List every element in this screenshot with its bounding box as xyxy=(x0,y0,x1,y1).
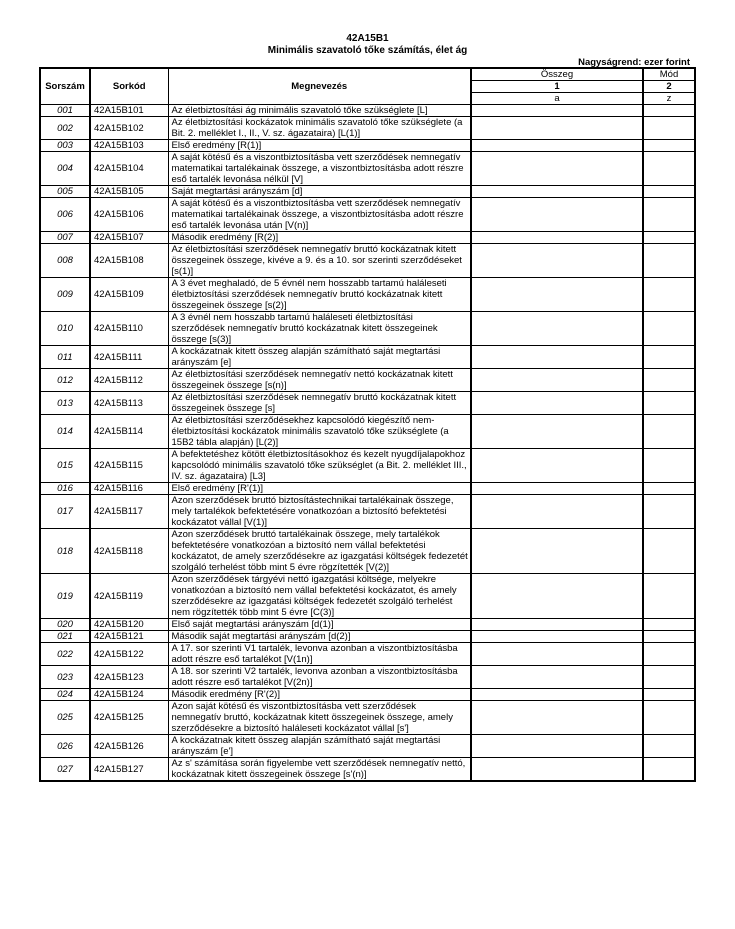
amount-cell[interactable] xyxy=(471,140,643,152)
amount-cell[interactable] xyxy=(471,701,643,735)
header-megnevezes: Megnevezés xyxy=(168,68,471,105)
amount-cell[interactable] xyxy=(471,758,643,782)
form-title: Minimális szavatoló tőke számítás, élet ág xyxy=(267,45,468,56)
row-description: Második eredmény [R(2)] xyxy=(168,232,471,244)
header-osszeg-num: 1 xyxy=(471,81,643,93)
mode-cell[interactable] xyxy=(643,631,695,643)
row-number: 016 xyxy=(40,483,90,495)
table-row xyxy=(40,140,695,152)
data-table xyxy=(39,67,696,782)
row-number: 019 xyxy=(40,574,90,619)
row-code: 42A15B119 xyxy=(90,574,168,619)
mode-cell[interactable] xyxy=(643,232,695,244)
amount-cell[interactable] xyxy=(471,105,643,117)
row-number: 021 xyxy=(40,631,90,643)
amount-cell[interactable] xyxy=(471,312,643,346)
table-row xyxy=(40,483,695,495)
amount-cell[interactable] xyxy=(471,117,643,140)
row-code: 42A15B124 xyxy=(90,689,168,701)
row-description: Azon szerződések bruttó biztosítástechnikai tartalékainak összege, mely tartalékok befektetésére vonatkozóan a biztosító befektetési kockázatot vállal [V(1)] xyxy=(168,495,471,529)
table-row xyxy=(40,449,695,483)
mode-cell[interactable] xyxy=(643,117,695,140)
row-number: 013 xyxy=(40,392,90,415)
row-code: 42A15B125 xyxy=(90,701,168,735)
table-row xyxy=(40,346,695,369)
unit-note: Nagyságrend: ezer forint xyxy=(578,57,690,68)
row-description: Az életbiztosítási szerződésekhez kapcsolódó kiegészítő nem-életbiztosítási kockázatok minimális szavatoló tőke szükséglete (a 15B2 tábla alapján) [L(2)] xyxy=(168,415,471,449)
table-row xyxy=(40,495,695,529)
row-description: Az életbiztosítási szerződések nemnegatív bruttó kockázatnak kitett összegeinek összege, kivéve a 9. és a 10. sor szerinti szerződéseket [s(1)] xyxy=(168,244,471,278)
row-code: 42A15B121 xyxy=(90,631,168,643)
row-number: 008 xyxy=(40,244,90,278)
amount-cell[interactable] xyxy=(471,186,643,198)
row-number: 011 xyxy=(40,346,90,369)
table-row xyxy=(40,735,695,758)
row-number: 023 xyxy=(40,666,90,689)
row-code: 42A15B108 xyxy=(90,244,168,278)
mode-cell[interactable] xyxy=(643,758,695,782)
table-row xyxy=(40,244,695,278)
row-code: 42A15B118 xyxy=(90,529,168,574)
row-number: 006 xyxy=(40,198,90,232)
row-number: 001 xyxy=(40,105,90,117)
mode-cell[interactable] xyxy=(643,483,695,495)
header-mod-letter: z xyxy=(643,93,695,105)
row-number: 015 xyxy=(40,449,90,483)
table-row xyxy=(40,278,695,312)
mode-cell[interactable] xyxy=(643,105,695,117)
row-description: Második eredmény [R'(2)] xyxy=(168,689,471,701)
table-row xyxy=(40,369,695,392)
row-description: Az életbiztosítási ág minimális szavatoló tőke szükséglete [L] xyxy=(168,105,471,117)
form-code: 42A15B1 xyxy=(346,33,389,44)
row-description: A saját kötésű és a viszontbiztosításba vett szerződések nemnegatív matematikai tartalékainak összege, a viszontbiztosításba adott részre eső tartalék levonása nélkül [V] xyxy=(168,152,471,186)
header-osszeg-letter: a xyxy=(471,93,643,105)
row-description: Második saját megtartási arányszám [d(2)] xyxy=(168,631,471,643)
mode-cell[interactable] xyxy=(643,574,695,619)
table-row xyxy=(40,529,695,574)
table-row xyxy=(40,643,695,666)
row-code: 42A15B109 xyxy=(90,278,168,312)
table-row xyxy=(40,574,695,619)
row-number: 022 xyxy=(40,643,90,666)
row-code: 42A15B114 xyxy=(90,415,168,449)
amount-cell[interactable] xyxy=(471,483,643,495)
row-description: Saját megtartási arányszám [d] xyxy=(168,186,471,198)
row-number: 024 xyxy=(40,689,90,701)
row-description: Az életbiztosítási szerződések nemnegatív nettó kockázatnak kitett összegeinek összege [s(n)] xyxy=(168,369,471,392)
table-row xyxy=(40,666,695,689)
row-number: 007 xyxy=(40,232,90,244)
mode-cell[interactable] xyxy=(643,495,695,529)
mode-cell[interactable] xyxy=(643,346,695,369)
row-number: 004 xyxy=(40,152,90,186)
row-number: 012 xyxy=(40,369,90,392)
table-row xyxy=(40,619,695,631)
table-row xyxy=(40,152,695,186)
table-row xyxy=(40,232,695,244)
mode-cell[interactable] xyxy=(643,244,695,278)
row-code: 42A15B122 xyxy=(90,643,168,666)
table-row xyxy=(40,701,695,735)
table-row xyxy=(40,186,695,198)
table-row xyxy=(40,689,695,701)
mode-cell[interactable] xyxy=(643,529,695,574)
row-description: A 18. sor szerinti V2 tartalék, levonva azonban a viszontbiztosításba adott részre eső tartalékot [V(2n)] xyxy=(168,666,471,689)
row-code: 42A15B115 xyxy=(90,449,168,483)
row-code: 42A15B112 xyxy=(90,369,168,392)
row-number: 025 xyxy=(40,701,90,735)
table-row xyxy=(40,758,695,782)
row-description: A 17. sor szerinti V1 tartalék, levonva azonban a viszontbiztosításba adott részre eső tartalékot [V(1n)] xyxy=(168,643,471,666)
row-code: 42A15B110 xyxy=(90,312,168,346)
row-code: 42A15B104 xyxy=(90,152,168,186)
row-code: 42A15B103 xyxy=(90,140,168,152)
mode-cell[interactable] xyxy=(643,198,695,232)
amount-cell[interactable] xyxy=(471,369,643,392)
amount-cell[interactable] xyxy=(471,232,643,244)
row-description: Az életbiztosítási kockázatok minimális szavatoló tőke szükséglete (a Bit. 2. melléklet I., II., V. sz. ágazataira) [L(1)] xyxy=(168,117,471,140)
row-description: A 3 évnél nem hosszabb tartamú haláleseti életbiztosítási szerződések nemnegatív bruttó kockázatnak kitett összegeinek összege [s(3)] xyxy=(168,312,471,346)
header-mod: Mód xyxy=(643,68,695,81)
row-number: 026 xyxy=(40,735,90,758)
row-number: 009 xyxy=(40,278,90,312)
amount-cell[interactable] xyxy=(471,392,643,415)
amount-cell[interactable] xyxy=(471,152,643,186)
row-description: Azon saját kötésű és viszontbiztosításba vett szerződések nemnegatív bruttó, kockázatnak kitett összegeinek összege, amely szerződésekre a biztosító haláleseti kockázatot vállal [s'] xyxy=(168,701,471,735)
row-description: Az életbiztosítási szerződések nemnegatív bruttó kockázatnak kitett összegeinek összege [s] xyxy=(168,392,471,415)
row-number: 005 xyxy=(40,186,90,198)
mode-cell[interactable] xyxy=(643,735,695,758)
mode-cell[interactable] xyxy=(643,152,695,186)
table-row xyxy=(40,198,695,232)
header-osszeg: Összeg xyxy=(471,68,643,81)
row-number: 002 xyxy=(40,117,90,140)
table-row xyxy=(40,415,695,449)
row-description: A 3 évet meghaladó, de 5 évnél nem hosszabb tartamú haláleseti életbiztosítási szerződések nemnegatív bruttó kockázatnak kitett összegeinek összege [s(2)] xyxy=(168,278,471,312)
row-description: Első eredmény [R(1)] xyxy=(168,140,471,152)
row-description: A saját kötésű és a viszontbiztosításba vett szerződések nemnegatív matematikai tartalékainak összege, a viszontbiztosításba adott részre eső tartalék levonása után [V(n)] xyxy=(168,198,471,232)
mode-cell[interactable] xyxy=(643,689,695,701)
amount-cell[interactable] xyxy=(471,449,643,483)
row-description: Az s' számítása során figyelembe vett szerződések nemnegatív nettó, kockázatnak kitett összegeinek összege [s'(n)] xyxy=(168,758,471,782)
row-code: 42A15B102 xyxy=(90,117,168,140)
row-description: Első eredmény [R'(1)] xyxy=(168,483,471,495)
header-sorkod: Sorkód xyxy=(90,68,168,105)
amount-cell[interactable] xyxy=(471,619,643,631)
amount-cell[interactable] xyxy=(471,415,643,449)
mode-cell[interactable] xyxy=(643,186,695,198)
row-code: 42A15B105 xyxy=(90,186,168,198)
mode-cell[interactable] xyxy=(643,643,695,666)
table-row xyxy=(40,631,695,643)
amount-cell[interactable] xyxy=(471,631,643,643)
row-number: 018 xyxy=(40,529,90,574)
amount-cell[interactable] xyxy=(471,244,643,278)
row-number: 027 xyxy=(40,758,90,782)
row-description: A kockázatnak kitett összeg alapján számítható saját megtartási arányszám [e] xyxy=(168,346,471,369)
row-code: 42A15B127 xyxy=(90,758,168,782)
mode-cell[interactable] xyxy=(643,449,695,483)
mode-cell[interactable] xyxy=(643,619,695,631)
amount-cell[interactable] xyxy=(471,574,643,619)
amount-cell[interactable] xyxy=(471,689,643,701)
amount-cell[interactable] xyxy=(471,346,643,369)
header-sorszam: Sorszám xyxy=(40,68,90,105)
row-code: 42A15B111 xyxy=(90,346,168,369)
row-number: 017 xyxy=(40,495,90,529)
row-code: 42A15B113 xyxy=(90,392,168,415)
row-description: Első saját megtartási arányszám [d(1)] xyxy=(168,619,471,631)
amount-cell[interactable] xyxy=(471,495,643,529)
header-mod-num: 2 xyxy=(643,81,695,93)
row-code: 42A15B107 xyxy=(90,232,168,244)
row-description: A befektetéshez kötött életbiztosításokhoz és kezelt nyugdíjalapokhoz kapcsolódó minimális szavatoló tőke szükséglet (a Bit. 2. melléklet III., IV. sz. ágazataira) [L3] xyxy=(168,449,471,483)
mode-cell[interactable] xyxy=(643,140,695,152)
table-row xyxy=(40,105,695,117)
amount-cell[interactable] xyxy=(471,278,643,312)
row-number: 014 xyxy=(40,415,90,449)
amount-cell[interactable] xyxy=(471,735,643,758)
row-code: 42A15B116 xyxy=(90,483,168,495)
row-description: Azon szerződések tárgyévi nettó igazgatási költsége, melyekre vonatkozóan a biztosító nem vállal befektetési kockázatot, és amely szerződésekre az igazgatási költségek fedezetét szolgáló terhelést nem rögzítették több mint 5 évre [C(3)] xyxy=(168,574,471,619)
amount-cell[interactable] xyxy=(471,529,643,574)
row-code: 42A15B123 xyxy=(90,666,168,689)
row-code: 42A15B117 xyxy=(90,495,168,529)
mode-cell[interactable] xyxy=(643,312,695,346)
table-row xyxy=(40,392,695,415)
row-number: 020 xyxy=(40,619,90,631)
mode-cell[interactable] xyxy=(643,392,695,415)
row-number: 003 xyxy=(40,140,90,152)
row-code: 42A15B101 xyxy=(90,105,168,117)
row-code: 42A15B106 xyxy=(90,198,168,232)
row-number: 010 xyxy=(40,312,90,346)
amount-cell[interactable] xyxy=(471,643,643,666)
table-row xyxy=(40,312,695,346)
table-row xyxy=(40,117,695,140)
row-code: 42A15B126 xyxy=(90,735,168,758)
mode-cell[interactable] xyxy=(643,666,695,689)
row-description: A kockázatnak kitett összeg alapján számítható saját megtartási arányszám [e'] xyxy=(168,735,471,758)
mode-cell[interactable] xyxy=(643,369,695,392)
amount-cell[interactable] xyxy=(471,198,643,232)
amount-cell[interactable] xyxy=(471,666,643,689)
mode-cell[interactable] xyxy=(643,278,695,312)
mode-cell[interactable] xyxy=(643,701,695,735)
row-description: Azon szerződések bruttó tartalékainak összege, mely tartalékok befektetésére vonatkozóan a biztosító nem vállal befektetési kockázatot, de amely szerződésekre az igazgatási költségek fedezetét szolgáló terhelést több mint 5 évre rögzítették [V(2)] xyxy=(168,529,471,574)
row-code: 42A15B120 xyxy=(90,619,168,631)
mode-cell[interactable] xyxy=(643,415,695,449)
